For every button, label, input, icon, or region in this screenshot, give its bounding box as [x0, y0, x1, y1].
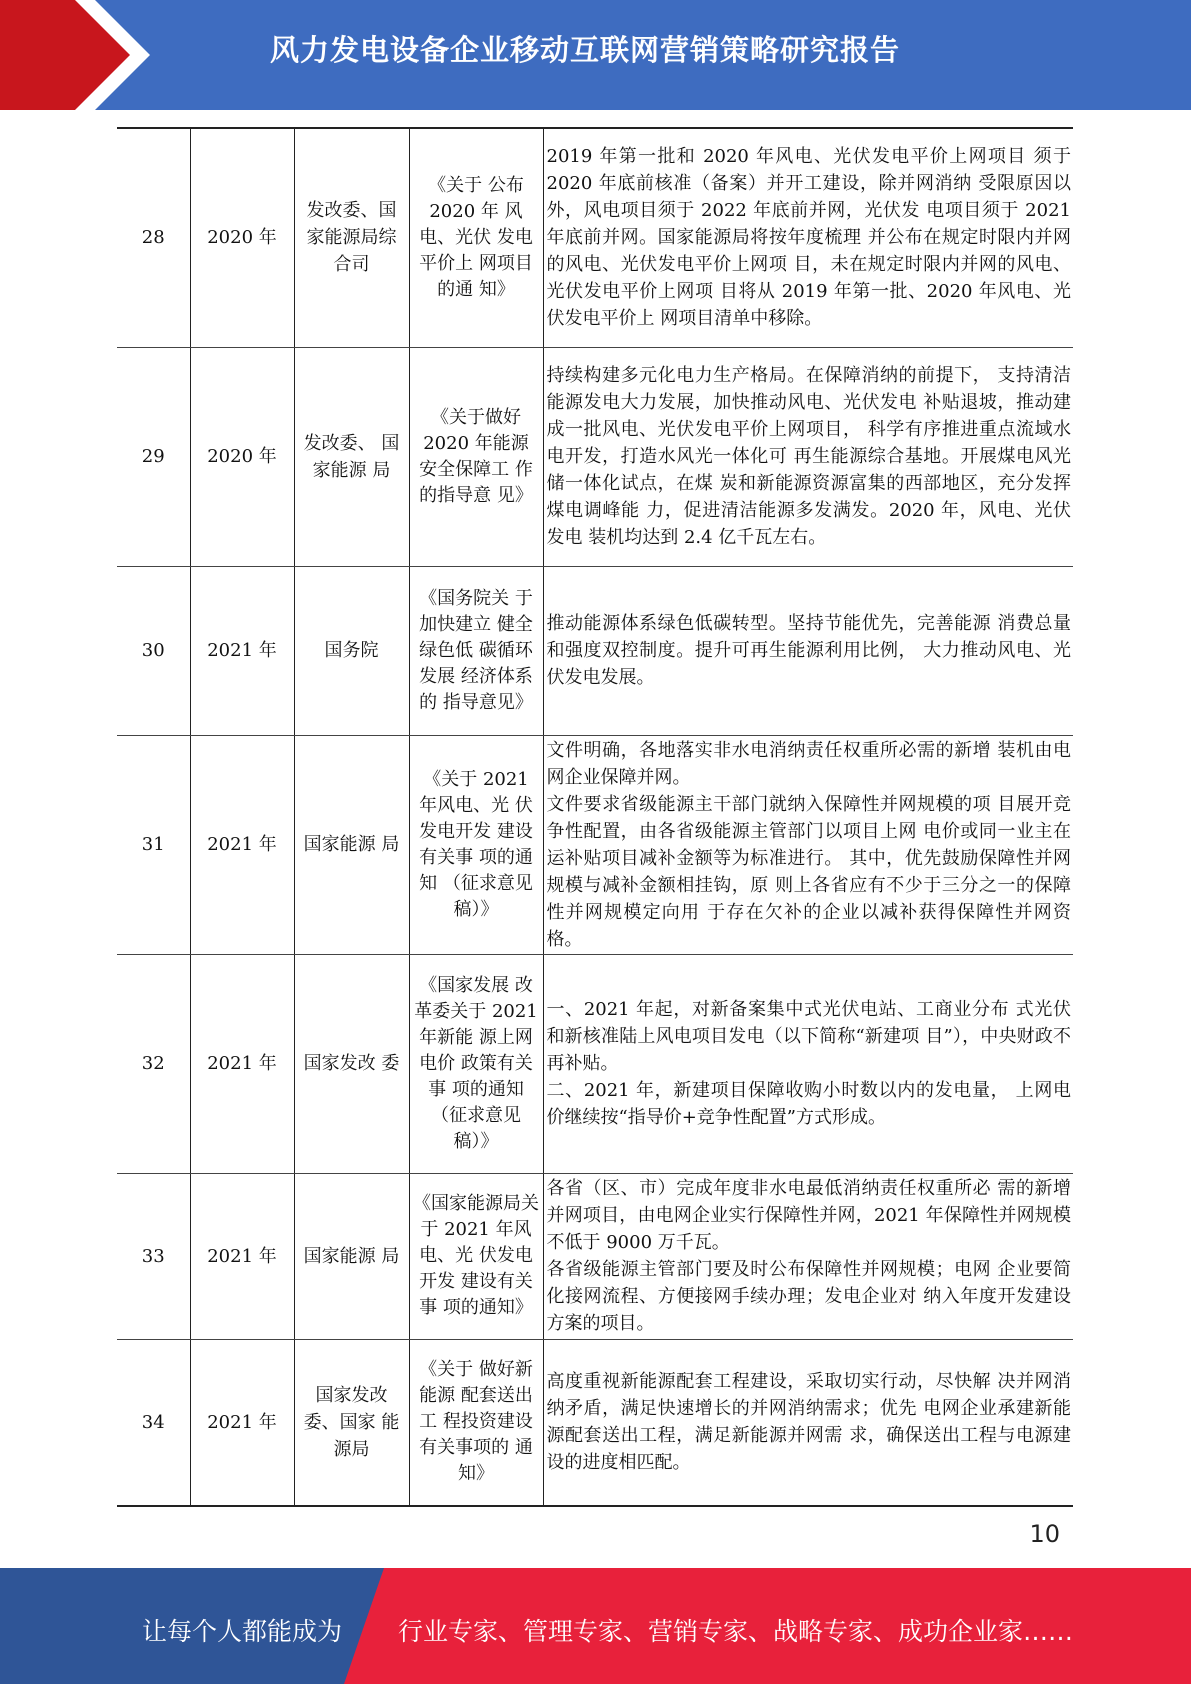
row-issuing-org: 国家发改委、国家 能源局 [294, 1339, 409, 1506]
row-document-title: 《国务院关 于加快建立 健全绿色低 碳循环发展 经济体系的 指导意见》 [409, 566, 543, 735]
table-row [117, 735, 1073, 954]
content-paragraph: 文件要求省级能源主干部门就纳入保障性并网规模的项 目展开竞争性配置，由各省级能源主管部门以项目上网 电价或同一业主在运补贴项目减补金额等为标准进行。 其中，优先鼓励保障性并网规模与减补金额相挂钩，原 则上各省应有不少于三分之一的保障性并网规模定向用 于存在欠补的企业以减补获得保障性并网资格。 [546, 793, 1071, 950]
content-paragraph: 文件明确，各地落实非水电消纳责任权重所必需的新增 装机由电网企业保障并网。 [546, 739, 1071, 788]
report-title: 风力发电设备企业移动互联网营销策略研究报告 [270, 33, 901, 67]
page-header [0, 0, 1191, 110]
content-paragraph: 各省级能源主管部门要及时公布保障性并网规模；电网 企业要简化接网流程、方便接网手续办理；发电企业对 纳入年度开发建设方案的项目。 [546, 1259, 1071, 1334]
page-number: 10 [1029, 1520, 1060, 1548]
row-content [543, 735, 1073, 954]
row-content [543, 954, 1073, 1173]
row-number: 30 [117, 566, 190, 735]
content-paragraph: 各省（区、市）完成年度非水电最低消纳责任权重所必 需的新增并网项目，由电网企业实行保障性并网，2021 年保障性并网规模不低于 9000 万千瓦。 [546, 1178, 1071, 1253]
page-footer [0, 1568, 1191, 1684]
row-year: 2021 年 [190, 1339, 294, 1506]
row-year: 2021 年 [190, 954, 294, 1173]
row-issuing-org: 国务院 [294, 566, 409, 735]
row-year: 2021 年 [190, 735, 294, 954]
row-issuing-org: 发改委、国家能源局综合司 [294, 128, 409, 347]
row-content [543, 1173, 1073, 1339]
row-document-title: 《关于 2021 年风电、光 伏发电开发 建设有关事 项的通知 （征求意见 稿）》 [409, 735, 543, 954]
table-row [117, 347, 1073, 566]
content-paragraph: 二、2021 年，新建项目保障收购小时数以内的发电量， 上网电价继续按“指导价+竞争性配置”方式形成。 [546, 1080, 1071, 1128]
row-document-title: 《关于 做好新能源 配套送出工 程投资建设 有关事项的 通知》 [409, 1339, 543, 1506]
row-document-title: 《国家能源局关于 2021 年风电、光 伏发电开发 建设有关事 项的通知》 [409, 1173, 543, 1339]
row-year: 2021 年 [190, 566, 294, 735]
row-year: 2020 年 [190, 128, 294, 347]
row-document-title: 《关于 公布 2020 年 风电、光伏 发电平价上 网项目的通 知》 [409, 128, 543, 347]
row-year: 2021 年 [190, 1173, 294, 1339]
row-issuing-org: 国家能源 局 [294, 735, 409, 954]
table-row [117, 954, 1073, 1173]
row-content: 高度重视新能源配套工程建设，采取切实行动，尽快解 决并网消纳矛盾，满足快速增长的并网消纳需求；优先 电网企业承建新能源配套送出工程，满足新能源并网需 求，确保送出工程与电源建设的进度相匹配。 [543, 1339, 1073, 1506]
table-row [117, 128, 1073, 347]
content-paragraph: 一、2021 年起，对新备案集中式光伏电站、工商业分布 式光伏和新核准陆上风电项目发电（以下简称“新建项 目”），中央财政不再补贴。 [546, 999, 1071, 1074]
row-document-title: 《国家发展 改革委关于 2021 年新能 源上网电价 政策有关事 项的通知 （征求意见 稿）》 [409, 954, 543, 1173]
row-number: 28 [117, 128, 190, 347]
row-issuing-org: 发改委、 国家能源 局 [294, 347, 409, 566]
row-content: 推动能源体系绿色低碳转型。坚持节能优先，完善能源 消费总量和强度双控制度。提升可再生能源利用比例， 大力推动风电、光伏发电发展。 [543, 566, 1073, 735]
table-row [117, 566, 1073, 735]
row-document-title: 《关于做好 2020 年能源 安全保障工 作的指导意 见》 [409, 347, 543, 566]
row-number: 32 [117, 954, 190, 1173]
policy-table [117, 127, 1073, 1507]
table-row [117, 1173, 1073, 1339]
row-number: 33 [117, 1173, 190, 1339]
footer-slogan-lead: 让每个人都能成为 [142, 1617, 343, 1646]
row-issuing-org: 国家能源 局 [294, 1173, 409, 1339]
row-number: 31 [117, 735, 190, 954]
row-issuing-org: 国家发改 委 [294, 954, 409, 1173]
row-content: 持续构建多元化电力生产格局。在保障消纳的前提下， 支持清洁能源发电大力发展，加快推动风电、光伏发电 补贴退坡，推动建成一批风电、光伏发电平价上网项目， 科学有序推进重点流域水电开发，打造水风光一体化可 再生能源综合基地。开展煤电风光储一体化试点，在煤 炭和新能源资源富集的西部地区，充分发挥煤电调峰能 力，促进清洁能源多发满发。2020 年，风电、光伏发电 装机均达到 2.4 亿千瓦左右。 [543, 347, 1073, 566]
table-row [117, 1339, 1073, 1506]
row-number: 34 [117, 1339, 190, 1506]
footer-slogan-roles: 行业专家、管理专家、营销专家、战略专家、成功企业家…… [398, 1617, 1074, 1646]
row-number: 29 [117, 347, 190, 566]
row-year: 2020 年 [190, 347, 294, 566]
row-content: 2019 年第一批和 2020 年风电、光伏发电平价上网项目 须于 2020 年底前核准（备案）并开工建设，除并网消纳 受限原因以外，风电项目须于 2022 年底前并网，光伏发 电项目须于 2021 年底前并网。国家能源局将按年度梳理 并公布在规定时限内并网的风电、光伏发电平价上网项 目，未在规定时限内并网的风电、光伏发电平价上网项 目将从 2019 年第一批、2020 年风电、光伏发电平价上 网项目清单中移除。 [543, 128, 1073, 347]
